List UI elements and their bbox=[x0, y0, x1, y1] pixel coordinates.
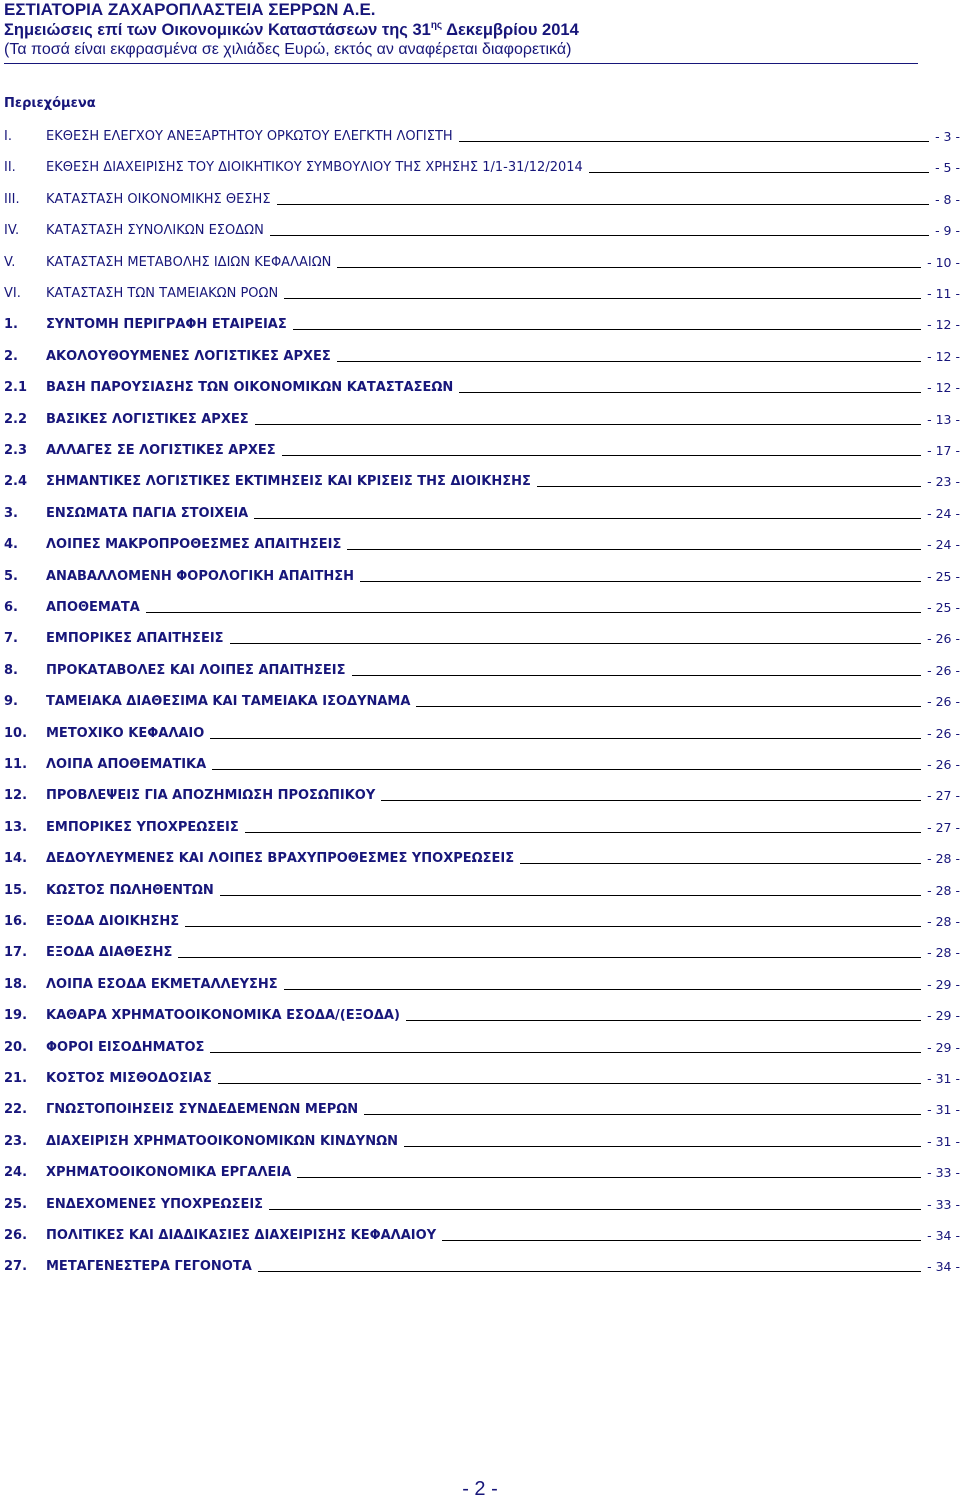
toc-entry-number: 10. bbox=[4, 725, 28, 741]
toc-entry-title: ΠΟΛΙΤΙΚΕΣ ΚΑΙ ΔΙΑΔΙΚΑΣΙΕΣ ΔΙΑΧΕΙΡΙΣΗΣ ΚΕΦΑΛΑΙΟΥ bbox=[46, 1228, 437, 1243]
toc-entry[interactable] bbox=[4, 1129, 960, 1149]
toc-entry-page: - 25 - bbox=[927, 568, 960, 584]
toc-entry-title: ΑΝΑΒΑΛΛΟΜΕΝΗ ΦΟΡΟΛΟΓΙΚΗ ΑΠΑΙΤΗΣΗ bbox=[46, 568, 354, 584]
toc-entry-title: ΣΗΜΑΝΤΙΚΕΣ ΛΟΓΙΣΤΙΚΕΣ ΕΚΤΙΜΗΣΕΙΣ ΚΑΙ ΚΡΙΣΕΙΣ ΤΗΣ ΔΙΟΙΚΗΣΗΣ bbox=[46, 474, 531, 490]
toc-entry-number: 5. bbox=[4, 568, 18, 584]
toc-entry-title: ΔΙΑΧΕΙΡΙΣΗ ΧΡΗΜΑΤΟΟΙΚΟΝΟΜΙΚΩΝ ΚΙΝΔΥΝΩΝ bbox=[46, 1133, 399, 1149]
toc-entry-title: ΕΚΘΕΣΗ ΕΛΕΓΧΟΥ ΑΝΕΞΑΡΤΗΤΟΥ ΟΡΚΩΤΟΥ ΕΛΕΓΚΤΗ ΛΟΓΙΣΤΗ bbox=[46, 129, 453, 144]
toc-entry-page: - 10 - bbox=[927, 254, 960, 270]
toc-entry-title: ΑΛΛΑΓΕΣ ΣΕ ΛΟΓΙΣΤΙΚΕΣ ΑΡΧΕΣ bbox=[46, 443, 276, 458]
toc-entry-number: 21. bbox=[4, 1071, 28, 1086]
toc-entry[interactable] bbox=[4, 312, 960, 332]
toc-entry-page: - 9 - bbox=[935, 223, 960, 239]
toc-entry-title: ΑΠΟΘΕΜΑΤΑ bbox=[46, 600, 140, 615]
toc-entry-page: - 29 - bbox=[927, 1008, 960, 1024]
toc-entry-number: 9. bbox=[4, 694, 18, 710]
toc-entry-number: 20. bbox=[4, 1039, 28, 1055]
toc-entry-title: ΓΝΩΣΤΟΠΟΙΗΣΕΙΣ ΣΥΝΔΕΔΕΜΕΝΩΝ ΜΕΡΩΝ bbox=[46, 1102, 359, 1118]
toc-leader-line bbox=[178, 956, 921, 958]
toc-entry-title: ΚΟΣΤΟΣ ΜΙΣΘΟΔΟΣΙΑΣ bbox=[46, 1071, 212, 1086]
toc-entry-title: ΚΑΤΑΣΤΑΣΗ ΣΥΝΟΛΙΚΩΝ ΕΣΟΔΩΝ bbox=[46, 223, 264, 239]
toc-entry-page: - 27 - bbox=[927, 819, 960, 835]
toc-entry-number: 13. bbox=[4, 819, 28, 835]
toc-leader-line bbox=[459, 391, 921, 393]
toc-entry-title: ΦΟΡΟΙ ΕΙΣΟΔΗΜΑΤΟΣ bbox=[46, 1039, 205, 1055]
toc-entry-title: ΤΑΜΕΙΑΚΑ ΔΙΑΘΕΣΙΜΑ ΚΑΙ ΤΑΜΕΙΑΚΑ ΙΣΟΔΥΝΑΜΑ bbox=[46, 694, 411, 710]
toc-entry-number: 27. bbox=[4, 1259, 28, 1275]
toc-entry-number: 4. bbox=[4, 537, 18, 553]
toc-entry-number: I. bbox=[4, 129, 12, 144]
toc-entry-title: ΠΡΟΒΛΕΨΕΙΣ ΓΙΑ ΑΠΟΖΗΜΙΩΣΗ ΠΡΟΣΩΠΙΚΟΥ bbox=[46, 788, 376, 804]
toc-entry-page: - 27 - bbox=[927, 788, 960, 804]
toc-entry-number: 3. bbox=[4, 505, 18, 521]
notes-title bbox=[4, 20, 918, 40]
toc-entry-title: ΠΡΟΚΑΤΑΒΟΛΕΣ ΚΑΙ ΛΟΙΠΕΣ ΑΠΑΙΤΗΣΕΙΣ bbox=[46, 662, 346, 678]
toc-entry-page: - 12 - bbox=[927, 380, 960, 396]
toc-entry-page: - 34 - bbox=[927, 1228, 960, 1243]
toc-entry-title: ΛΟΙΠΕΣ ΜΑΚΡΟΠΡΟΘΕΣΜΕΣ ΑΠΑΙΤΗΣΕΙΣ bbox=[46, 537, 342, 553]
toc-entry-number: 14. bbox=[4, 851, 28, 867]
toc-entry-title: ΚΩΣΤΟΣ ΠΩΛΗΘΕΝΤΩΝ bbox=[46, 882, 214, 898]
toc-entry[interactable] bbox=[4, 564, 960, 584]
toc-leader-line bbox=[282, 454, 921, 456]
toc-entry-title: ΣΥΝΤΟΜΗ ΠΕΡΙΓΡΑΦΗ ΕΤΑΙΡΕΙΑΣ bbox=[46, 317, 287, 333]
toc-leader-line bbox=[416, 705, 921, 707]
toc-leader-line bbox=[352, 674, 922, 676]
toc-entry[interactable] bbox=[4, 250, 960, 270]
toc-entry-page: - 33 - bbox=[927, 1165, 960, 1181]
toc-entry[interactable] bbox=[4, 878, 960, 898]
toc-leader-line bbox=[364, 1113, 921, 1115]
toc-entry-page: - 26 - bbox=[927, 757, 960, 772]
toc-leader-line bbox=[404, 1145, 921, 1147]
toc-entry[interactable] bbox=[4, 626, 960, 646]
toc-entry-page: - 3 - bbox=[935, 129, 960, 144]
toc-leader-line bbox=[360, 580, 921, 582]
toc-entry[interactable] bbox=[4, 218, 960, 238]
toc-leader-line bbox=[258, 1270, 921, 1272]
toc-entry-title: ΕΝΣΩΜΑΤΑ ΠΑΓΙΑ ΣΤΟΙΧΕΙΑ bbox=[46, 505, 249, 521]
toc-entry-page: - 28 - bbox=[927, 851, 960, 867]
toc-entry-number: 2.4 bbox=[4, 474, 28, 490]
toc-entry[interactable] bbox=[4, 909, 960, 929]
toc-entry-page: - 13 - bbox=[927, 411, 960, 427]
toc-leader-line bbox=[185, 925, 921, 927]
toc-entry-page: - 23 - bbox=[927, 474, 960, 490]
toc-entry-page: - 28 - bbox=[927, 914, 960, 929]
toc-leader-line bbox=[347, 548, 921, 550]
toc-entry[interactable] bbox=[4, 658, 960, 678]
toc-entry[interactable] bbox=[4, 783, 960, 803]
toc-entry-title: ΛΟΙΠΑ ΑΠΟΘΕΜΑΤΙΚΑ bbox=[46, 757, 207, 772]
toc-entry-title: ΔΕΔΟΥΛΕΥΜΕΝΕΣ ΚΑΙ ΛΟΙΠΕΣ ΒΡΑΧΥΠΡΟΘΕΣΜΕΣ ΥΠΟΧΡΕΩΣΕΙΣ bbox=[46, 851, 515, 867]
toc-heading: Περιεχόμενα bbox=[4, 96, 96, 111]
toc-entry-number: IV. bbox=[4, 223, 20, 239]
toc-leader-line bbox=[269, 1208, 921, 1210]
toc-entry-title: ΚΑΤΑΣΤΑΣΗ ΜΕΤΑΒΟΛΗΣ ΙΔΙΩΝ ΚΕΦΑΛΑΙΩΝ bbox=[46, 254, 332, 270]
toc-leader-line bbox=[220, 894, 921, 896]
toc-entry-title: ΕΚΘΕΣΗ ΔΙΑΧΕΙΡΙΣΗΣ ΤΟΥ ΔΙΟΙΚΗΤΙΚΟΥ ΣΥΜΒΟΥΛΙΟΥ ΤΗΣ ΧΡΗΣΗΣ 1/1-31/12/2014 bbox=[46, 160, 583, 176]
company-name: ΕΣΤΙΑΤΟΡΙΑ ΖΑΧΑΡΟΠΛΑΣΤΕΙΑ ΣΕΡΡΩΝ Α.Ε. bbox=[4, 0, 376, 19]
toc-entry-number: 17. bbox=[4, 945, 28, 961]
amounts-note: (Τα ποσά είναι εκφρασμένα σε χιλιάδες Ευρώ, εκτός αν αναφέρεται διαφορετικά) bbox=[4, 40, 918, 64]
toc-entry[interactable] bbox=[4, 1254, 960, 1274]
toc-entry-title: ΕΜΠΟΡΙΚΕΣ ΑΠΑΙΤΗΣΕΙΣ bbox=[46, 631, 224, 647]
toc-leader-line bbox=[293, 328, 921, 330]
toc-entry-page: - 26 - bbox=[927, 631, 960, 647]
toc-leader-line bbox=[218, 1082, 921, 1084]
toc-entry-page: - 26 - bbox=[927, 662, 960, 678]
toc-entry-title: ΕΜΠΟΡΙΚΕΣ ΥΠΟΧΡΕΩΣΕΙΣ bbox=[46, 819, 239, 835]
toc-entry[interactable] bbox=[4, 187, 960, 207]
toc-entry-page: - 12 - bbox=[927, 317, 960, 333]
toc-leader-line bbox=[210, 1051, 921, 1053]
toc-entry-number: 2.2 bbox=[4, 411, 28, 427]
toc-entry-number: 2.3 bbox=[4, 443, 28, 458]
toc-entry-page: - 31 - bbox=[927, 1071, 960, 1086]
toc-entry-number: 6. bbox=[4, 600, 18, 615]
toc-entry[interactable] bbox=[4, 469, 960, 489]
toc-entry-number: 26. bbox=[4, 1228, 28, 1243]
toc-entry-page: - 24 - bbox=[927, 537, 960, 553]
toc-entry[interactable] bbox=[4, 1223, 960, 1243]
toc-entry-number: 22. bbox=[4, 1102, 28, 1118]
toc-entry[interactable] bbox=[4, 721, 960, 741]
toc-entry[interactable] bbox=[4, 375, 960, 395]
toc-entry[interactable] bbox=[4, 407, 960, 427]
toc-entry-number: 2.1 bbox=[4, 380, 28, 396]
toc-entry-title: ΚΑΘΑΡΑ ΧΡΗΜΑΤΟΟΙΚΟΝΟΜΙΚΑ ΕΣΟΔΑ/(ΕΞΟΔΑ) bbox=[46, 1008, 400, 1024]
toc-leader-line bbox=[212, 768, 921, 770]
toc-entry[interactable] bbox=[4, 815, 960, 835]
document-header bbox=[4, 0, 918, 64]
toc-entry[interactable] bbox=[4, 972, 960, 992]
toc-entry-page: - 29 - bbox=[927, 976, 960, 992]
toc-entry-number: 23. bbox=[4, 1133, 28, 1149]
toc-entry-page: - 12 - bbox=[927, 348, 960, 364]
toc-entry[interactable] bbox=[4, 344, 960, 364]
toc-entry-title: ΒΑΣΗ ΠΑΡΟΥΣΙΑΣΗΣ ΤΩΝ ΟΙΚΟΝΟΜΙΚΩΝ ΚΑΤΑΣΤΑΣΕΩΝ bbox=[46, 380, 454, 396]
toc-entry-title: ΧΡΗΜΑΤΟΟΙΚΟΝΟΜΙΚΑ ΕΡΓΑΛΕΙΑ bbox=[46, 1165, 292, 1181]
toc-entry-page: - 31 - bbox=[927, 1133, 960, 1149]
toc-entry[interactable] bbox=[4, 124, 960, 144]
toc-entry-number: 19. bbox=[4, 1008, 28, 1024]
toc-leader-line bbox=[381, 799, 921, 801]
toc-leader-line bbox=[297, 1176, 921, 1178]
toc-leader-line bbox=[230, 642, 922, 644]
toc-entry-title: ΕΞΟΔΑ ΔΙΟΙΚΗΣΗΣ bbox=[46, 914, 180, 929]
toc-entry-page: - 28 - bbox=[927, 882, 960, 898]
toc-entry-page: - 29 - bbox=[927, 1039, 960, 1055]
toc-entry-number: III. bbox=[4, 191, 20, 207]
toc-entry-page: - 31 - bbox=[927, 1102, 960, 1118]
toc-entry-page: - 26 - bbox=[927, 725, 960, 741]
toc-entry[interactable] bbox=[4, 846, 960, 866]
toc-entry-number: 24. bbox=[4, 1165, 28, 1181]
toc-entry-page: - 25 - bbox=[927, 600, 960, 615]
notes-title-superscript: ης bbox=[430, 20, 443, 31]
toc-entry-number: V. bbox=[4, 254, 16, 270]
toc-entry[interactable] bbox=[4, 281, 960, 301]
toc-entry-page: - 11 - bbox=[927, 286, 960, 301]
toc-entry-page: - 26 - bbox=[927, 694, 960, 710]
toc-entry-title: ΒΑΣΙΚΕΣ ΛΟΓΙΣΤΙΚΕΣ ΑΡΧΕΣ bbox=[46, 411, 249, 427]
toc-entry-number: 1. bbox=[4, 317, 18, 333]
toc-entry-number: 2. bbox=[4, 348, 18, 364]
toc-leader-line bbox=[245, 831, 921, 833]
toc-entry[interactable] bbox=[4, 689, 960, 709]
toc-entry-title: ΜΕΤΑΓΕΝΕΣΤΕΡΑ ΓΕΓΟΝΟΤΑ bbox=[46, 1259, 252, 1275]
toc-leader-line bbox=[459, 140, 929, 142]
toc-entry-title: ΕΝΔΕΧΟΜΕΝΕΣ ΥΠΟΧΡΕΩΣΕΙΣ bbox=[46, 1196, 264, 1212]
toc-entry[interactable] bbox=[4, 940, 960, 960]
toc-leader-line bbox=[406, 1019, 921, 1021]
notes-title-main: Σημειώσεις επί των Οικονομικών Καταστάσεων της 31 bbox=[4, 21, 431, 39]
toc-entry[interactable] bbox=[4, 155, 960, 175]
toc-entry-title: ΚΑΤΑΣΤΑΣΗ ΤΩΝ ΤΑΜΕΙΑΚΩΝ ΡΟΩΝ bbox=[46, 286, 279, 301]
toc-entry[interactable] bbox=[4, 438, 960, 458]
toc-leader-line bbox=[589, 171, 929, 173]
toc-leader-line bbox=[442, 1239, 921, 1241]
toc-entry-title: ΛΟΙΠΑ ΕΣΟΔΑ ΕΚΜΕΤΑΛΛΕΥΣΗΣ bbox=[46, 976, 278, 992]
toc-entry[interactable] bbox=[4, 1097, 960, 1117]
toc-entry[interactable] bbox=[4, 595, 960, 615]
toc-leader-line bbox=[254, 517, 921, 519]
toc-leader-line bbox=[337, 360, 921, 362]
toc-entry-number: 8. bbox=[4, 662, 18, 678]
toc-entry-page: - 8 - bbox=[935, 191, 960, 207]
toc-entry-page: - 24 - bbox=[927, 505, 960, 521]
toc-entry[interactable] bbox=[4, 1160, 960, 1180]
toc-entry-number: 25. bbox=[4, 1196, 28, 1212]
toc-leader-line bbox=[337, 266, 921, 268]
toc-entry-number: 15. bbox=[4, 882, 28, 898]
toc-leader-line bbox=[270, 234, 929, 236]
toc-entry-number: II. bbox=[4, 160, 16, 176]
toc-entry-number: 16. bbox=[4, 914, 28, 929]
toc-entry[interactable] bbox=[4, 532, 960, 552]
notes-title-date: Δεκεμβρίου 2014 bbox=[442, 21, 579, 39]
toc-entry-number: 18. bbox=[4, 976, 28, 992]
toc-entry-title: ΜΕΤΟΧΙΚΟ ΚΕΦΑΛΑΙΟ bbox=[46, 725, 205, 741]
toc-entry[interactable] bbox=[4, 1035, 960, 1055]
toc-entry-page: - 33 - bbox=[927, 1196, 960, 1212]
toc-entry[interactable] bbox=[4, 1003, 960, 1023]
page-number: - 2 - bbox=[462, 1478, 498, 1500]
toc-leader-line bbox=[277, 203, 930, 205]
toc-leader-line bbox=[520, 862, 921, 864]
toc-leader-line bbox=[255, 423, 922, 425]
toc-entry-page: - 5 - bbox=[935, 160, 960, 176]
toc-entry-title: ΚΑΤΑΣΤΑΣΗ ΟΙΚΟΝΟΜΙΚΗΣ ΘΕΣΗΣ bbox=[46, 191, 271, 207]
toc-leader-line bbox=[537, 485, 921, 487]
toc-entry-page: - 28 - bbox=[927, 945, 960, 961]
toc-entry[interactable] bbox=[4, 501, 960, 521]
toc-entry-title: ΕΞΟΔΑ ΔΙΑΘΕΣΗΣ bbox=[46, 945, 173, 961]
toc-entry-number: 11. bbox=[4, 757, 28, 772]
toc-entry[interactable] bbox=[4, 1192, 960, 1212]
toc-entry[interactable] bbox=[4, 1066, 960, 1086]
toc-entry[interactable] bbox=[4, 752, 960, 772]
toc-leader-line bbox=[146, 611, 921, 613]
toc-entry-page: - 17 - bbox=[927, 443, 960, 458]
toc-entry-number: 7. bbox=[4, 631, 18, 647]
toc-entry-number: 12. bbox=[4, 788, 28, 804]
toc-entry-number: VI. bbox=[4, 286, 21, 301]
toc-entry-page: - 34 - bbox=[927, 1259, 960, 1275]
toc-leader-line bbox=[210, 737, 921, 739]
toc-leader-line bbox=[284, 988, 921, 990]
toc-entry-title: ΑΚΟΛΟΥΘΟΥΜΕΝΕΣ ΛΟΓΙΣΤΙΚΕΣ ΑΡΧΕΣ bbox=[46, 348, 331, 364]
toc-leader-line bbox=[284, 297, 921, 299]
